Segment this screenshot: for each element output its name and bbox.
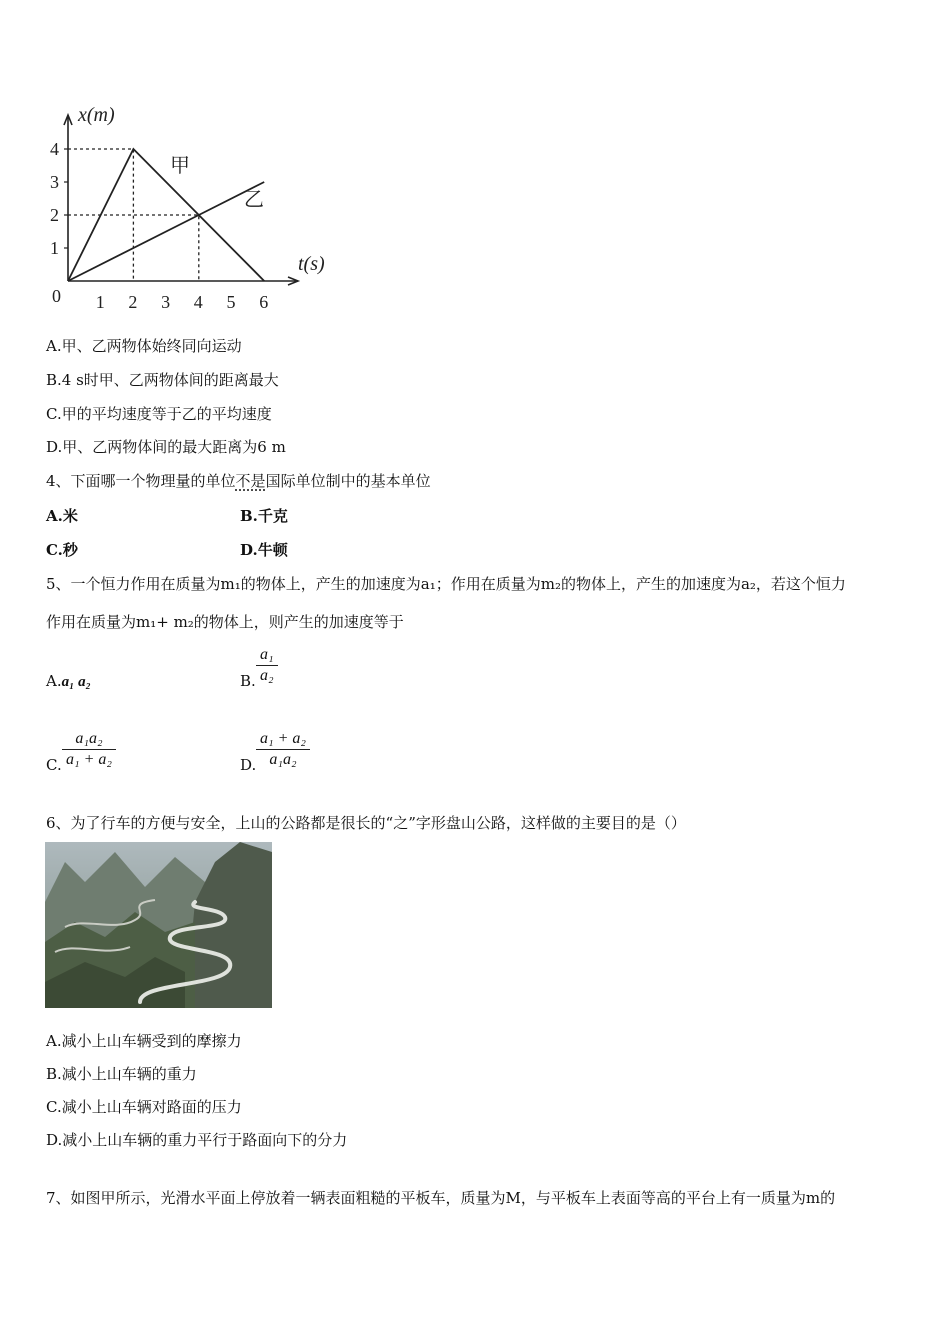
q6-option-d: D.减小上山车辆的重力平行于路面向下的分力 <box>46 1131 348 1149</box>
mountain-road-photo <box>45 842 272 1008</box>
q4-option-a: A.米 <box>46 507 78 525</box>
q3-option-c: C.甲的平均速度等于乙的平均速度 <box>46 405 272 423</box>
q5-option-d-fraction <box>256 730 310 769</box>
q5-option-d-denominator: a₁a₂ <box>269 751 297 768</box>
q4-option-b: B.千克 <box>240 507 288 525</box>
x-tick-label: 4 <box>193 292 203 312</box>
q5-option-c-fraction <box>62 730 116 769</box>
q5-stem-line2: 作用在质量为m₁+ m₂的物体上，则产生的加速度等于 <box>46 613 404 631</box>
q3-option-b: B.4 s时甲、乙两物体间的距离最大 <box>46 371 279 389</box>
y-axis-label: x(m) <box>78 104 115 126</box>
q3-option-d: D.甲、乙两物体间的最大距离为6 m <box>46 438 286 456</box>
q4-stem-before: 4、下面哪一个物理量的单位 <box>46 472 236 490</box>
y-tick-label: 1 <box>50 238 59 258</box>
q5-option-d-numerator: a₁ + a₂ <box>260 730 306 747</box>
x-tick-label: 1 <box>95 292 105 312</box>
x-axis-label: t(s) <box>298 253 325 275</box>
q5-option-c-denominator: a₁ + a₂ <box>66 751 112 768</box>
q5-option-b-label: B. <box>240 672 256 690</box>
y-tick-label: 3 <box>50 172 59 192</box>
q4-option-c: C.秒 <box>46 541 78 559</box>
xt-graph <box>30 95 350 320</box>
q5-option-a <box>46 672 91 691</box>
q4-stem-emphasis: 不是 <box>235 472 266 490</box>
q5-option-a-expr: a₁ a₂ <box>61 674 91 690</box>
q6-option-b: B.减小上山车辆的重力 <box>46 1065 197 1083</box>
q5-option-b-denominator: a₂ <box>260 667 274 684</box>
origin-label: 0 <box>52 286 61 306</box>
x-tick-label: 3 <box>161 292 171 312</box>
series-line-yi <box>68 182 264 281</box>
q5-option-b-numerator: a₁ <box>260 646 274 663</box>
q6-option-c: C.减小上山车辆对路面的压力 <box>46 1098 242 1116</box>
x-tick-label: 6 <box>259 292 269 312</box>
q5-stem-line1: 5、一个恒力作用在质量为m₁的物体上，产生的加速度为a₁；作用在质量为m₂的物体上，产生的加速度为a₂，若这个恒力 <box>46 575 846 593</box>
q5-option-d-label: D. <box>240 756 257 774</box>
q6-stem: 6、为了行车的方便与安全，上山的公路都是很长的“之”字形盘山公路，这样做的主要目的是（） <box>46 814 686 832</box>
y-tick-label: 2 <box>50 205 59 225</box>
q5-option-c-label: C. <box>46 756 62 774</box>
q6-option-a: A.减小上山车辆受到的摩擦力 <box>46 1032 242 1050</box>
q7-stem: 7、如图甲所示，光滑水平面上停放着一辆表面粗糙的平板车，质量为M，与平板车上表面等高的平台上有一质量为m的 <box>46 1189 836 1207</box>
q5-option-c-numerator: a₁a₂ <box>75 730 103 747</box>
x-tick-label: 2 <box>128 292 138 312</box>
series-label-yi: 乙 <box>244 187 264 211</box>
q4-stem-after: 国际单位制中的基本单位 <box>265 472 431 490</box>
q5-option-b-fraction <box>256 646 278 685</box>
x-tick-label: 5 <box>226 292 236 312</box>
q4-option-d: D.牛顿 <box>240 541 288 559</box>
q5-option-a-label: A. <box>46 672 62 690</box>
q4-stem <box>46 470 431 491</box>
y-tick-label: 4 <box>50 139 59 159</box>
series-label-jia: 甲 <box>170 153 190 177</box>
q3-option-a: A.甲、乙两物体始终同向运动 <box>46 337 242 355</box>
